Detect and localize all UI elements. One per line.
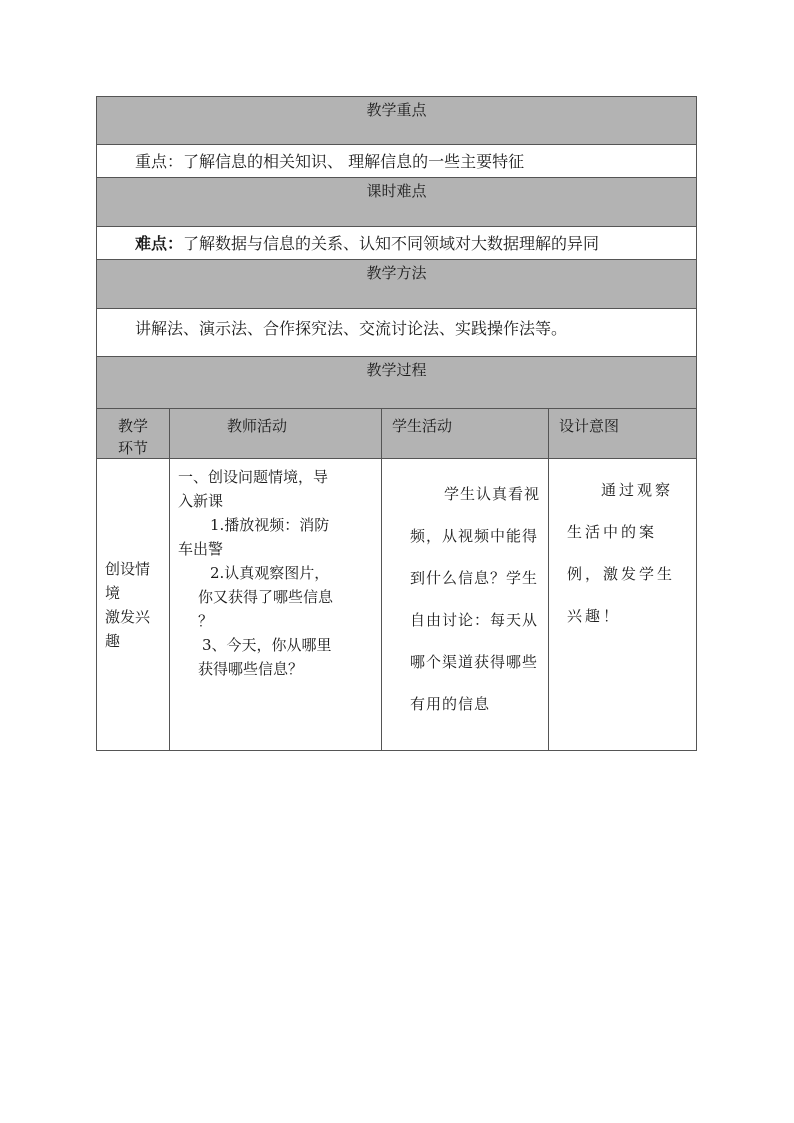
column-header-design: 设计意图 [559, 417, 620, 435]
teacher-line: 你又获得了哪些信息 [198, 588, 334, 606]
focus-header: 教学重点 [366, 101, 427, 119]
focus-header-row [96, 96, 697, 145]
lesson-plan-table [96, 96, 697, 751]
student-activity-cell [382, 459, 549, 750]
stage-line: 创设情 [105, 559, 151, 578]
design-intent-cell [549, 459, 696, 750]
difficulty-label: 难点： [135, 234, 184, 253]
teacher-line: 1.播放视频：消防 [210, 516, 330, 534]
difficulty-header-row [96, 178, 697, 227]
method-text: 讲解法、演示法、合作探究法、交流讨论法、实践操作法等。 [135, 319, 568, 338]
design-intent-text: 通过观察生活中的案例，激发学生兴趣！ [567, 481, 676, 625]
method-header: 教学方法 [366, 264, 427, 282]
focus-text: 了解信息的相关知识、 理解信息的一些主要特征 [183, 152, 525, 171]
column-header-teacher: 教师活动 [170, 409, 382, 459]
teacher-line: 获得哪些信息？ [198, 660, 304, 678]
process-row [96, 459, 697, 751]
process-header-row [96, 357, 697, 409]
difficulty-row [96, 227, 697, 260]
difficulty-text: 了解数据与信息的关系、认知不同领域对大数据理解的异同 [183, 234, 600, 253]
column-header-student: 学生活动 [382, 409, 549, 459]
method-header-row [96, 260, 697, 309]
column-header-stage-line: 教学 [117, 417, 148, 435]
focus-label: 重点： [135, 152, 184, 171]
teacher-line: 入新课 [178, 492, 224, 510]
process-header: 教学过程 [366, 361, 427, 379]
difficulty-header: 课时难点 [366, 182, 427, 200]
stage-line: 激发兴 [105, 607, 151, 626]
teacher-line: 3、今天，你从哪里 [202, 636, 332, 654]
column-header-stage [97, 409, 170, 459]
teacher-activity-cell [170, 459, 382, 750]
teacher-line: 2.认真观察图片， [210, 564, 330, 582]
teacher-line: 一、创设问题情境，导 [178, 468, 329, 486]
student-activity-text: 学生认真看视频，从视频中能得到什么信息？学生自由讨论：每天从哪个渠道获得哪些有用的信息 [410, 485, 541, 713]
focus-row [96, 145, 697, 178]
stage-cell [97, 459, 170, 750]
method-row [96, 309, 697, 357]
teacher-line: 车出警 [178, 540, 224, 558]
process-column-headers [96, 409, 697, 459]
teacher-line: ？ [198, 612, 214, 630]
stage-line: 趣 [105, 631, 121, 650]
stage-line: 境 [105, 583, 121, 602]
column-header-stage-line: 环节 [117, 439, 148, 457]
